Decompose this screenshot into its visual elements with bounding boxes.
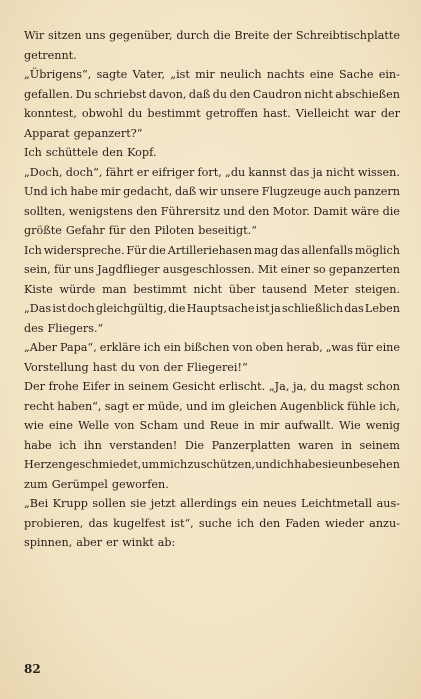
text-line: [24, 143, 400, 163]
word: mich: [159, 458, 188, 471]
word: gleichgültig,: [95, 302, 168, 315]
word: sagt: [104, 399, 129, 413]
word: nicht: [304, 87, 333, 101]
word: mag: [253, 243, 279, 257]
word: ich: [59, 438, 77, 452]
word: von: [139, 360, 160, 374]
word: wissen.: [357, 165, 400, 179]
word: der: [272, 29, 293, 42]
word: schon: [366, 380, 400, 393]
word: ich: [277, 458, 295, 471]
word: bestimmt: [147, 107, 201, 120]
word: neulich: [219, 68, 262, 81]
word: Flugzeuge: [261, 185, 322, 198]
word: du: [212, 87, 228, 101]
word: schüttele: [45, 146, 99, 159]
word: Welle: [78, 419, 110, 432]
word: frohe: [48, 380, 79, 393]
word: Vater,: [132, 68, 166, 81]
word: allenfalls: [301, 243, 353, 257]
word: Motor.: [272, 204, 310, 218]
word: Leben: [364, 302, 400, 315]
word: doch“,: [65, 165, 103, 179]
word: der: [380, 107, 400, 120]
word: daß: [188, 87, 211, 101]
word: von: [114, 419, 135, 432]
word: habe: [24, 438, 52, 452]
word: Wie: [339, 419, 361, 432]
word: Wir: [24, 29, 45, 42]
word: im: [211, 399, 226, 413]
word: die: [148, 243, 166, 257]
word: konntest,: [24, 107, 77, 120]
word: mir: [259, 419, 280, 432]
word: Fliegerei!“: [186, 360, 248, 374]
word: den: [259, 516, 281, 530]
word: haben“,: [57, 399, 102, 413]
word: schließlich: [281, 302, 344, 315]
word: Piloten: [154, 224, 195, 237]
word: seinem: [359, 438, 400, 452]
word: Kopf.: [127, 146, 157, 159]
text-line: [24, 416, 400, 436]
word: nicht: [193, 282, 223, 296]
word: Hauptsache: [186, 302, 255, 315]
text-line: [24, 46, 400, 66]
word: anzu-: [369, 516, 400, 530]
word: für: [356, 341, 374, 354]
word: war: [354, 107, 376, 120]
word: ist: [52, 302, 67, 315]
text-line: [24, 475, 400, 495]
page-text: [24, 26, 400, 553]
word: steigen.: [355, 282, 400, 296]
text-line: [24, 436, 400, 456]
word: gleichen: [228, 399, 277, 413]
word: wir: [199, 185, 218, 198]
text-line: [24, 358, 400, 378]
word: „du: [225, 165, 246, 179]
word: ich,: [379, 399, 400, 413]
word: winkt: [122, 536, 154, 549]
word: davon,: [148, 87, 187, 101]
word: panzern: [353, 185, 400, 198]
word: „ist: [170, 68, 190, 81]
word: und: [183, 419, 205, 432]
word: er: [106, 536, 119, 549]
word: fährt: [105, 165, 134, 179]
word: recht: [24, 399, 54, 413]
text-line: [24, 85, 400, 105]
word: oben: [255, 341, 284, 354]
word: abschießen: [335, 87, 400, 101]
word: ihn: [83, 438, 102, 452]
word: geworfen.: [111, 477, 169, 491]
word: ausgeschlossen.: [162, 263, 255, 276]
word: das: [280, 243, 300, 257]
word: einer: [280, 263, 310, 276]
word: in: [341, 438, 352, 452]
text-line: [24, 494, 400, 514]
word: Breite: [234, 29, 270, 42]
word: möglich: [354, 243, 400, 257]
word: Schreibtischplatte: [295, 29, 400, 42]
word: habe: [70, 185, 99, 198]
word: doch: [67, 302, 95, 315]
word: „was: [325, 341, 354, 354]
word: schriebst: [94, 87, 147, 101]
word: verstanden!: [109, 438, 178, 452]
word: Gerümpel: [51, 477, 108, 491]
word: so: [313, 263, 326, 276]
word: ja: [270, 302, 281, 315]
word: Vorstellung: [24, 360, 89, 374]
word: magst: [328, 380, 364, 393]
word: ein-: [378, 68, 400, 81]
text-line: [24, 221, 400, 241]
word: Damit: [313, 204, 348, 218]
word: des: [24, 321, 44, 335]
text-line: [24, 104, 400, 124]
word: erlischt.: [218, 380, 266, 393]
word: und: [255, 458, 277, 471]
word: und: [223, 204, 245, 218]
word: „Bei: [24, 497, 49, 510]
word: von: [232, 341, 253, 354]
word: größte: [24, 224, 62, 237]
word: würde: [59, 282, 96, 296]
word: Krupp: [52, 497, 88, 510]
word: seinem: [128, 380, 169, 393]
word: den: [136, 204, 158, 218]
word: mir: [100, 185, 121, 198]
word: eine: [309, 68, 334, 81]
word: ja: [312, 165, 323, 179]
word: sagte: [96, 68, 128, 81]
word: Ich: [24, 243, 42, 257]
word: wieder: [325, 516, 365, 530]
word: auch: [323, 185, 352, 198]
word: das: [289, 165, 310, 179]
word: die: [168, 302, 186, 315]
word: Vielleicht: [295, 107, 350, 120]
word: mir: [195, 68, 215, 81]
word: hast.: [262, 107, 291, 120]
text-line: [24, 455, 400, 475]
word: fühle: [347, 399, 376, 413]
word: in: [113, 380, 125, 393]
word: müde,: [147, 399, 183, 413]
word: sitzen: [47, 29, 82, 42]
word: Eifer: [82, 380, 111, 393]
word: der: [163, 360, 183, 374]
word: Papa“,: [59, 341, 97, 354]
word: Und: [24, 185, 48, 198]
word: den: [229, 87, 251, 101]
word: für: [53, 263, 71, 276]
word: eine: [48, 419, 73, 432]
word: Artilleriehasen: [167, 243, 253, 257]
word: gepanzert?“: [73, 126, 143, 140]
word: fort,: [197, 165, 222, 179]
text-line: [24, 397, 400, 417]
text-line: [24, 533, 400, 553]
word: beseitigt.“: [198, 224, 257, 237]
text-line: [24, 338, 400, 358]
word: Meter: [313, 282, 349, 296]
word: unbesehen: [338, 458, 400, 471]
word: aufwallt.: [284, 419, 335, 432]
word: zu: [187, 458, 201, 471]
word: ich: [143, 341, 161, 354]
text-line: [24, 163, 400, 183]
word: gedacht,: [123, 185, 173, 198]
text-line: [24, 65, 400, 85]
word: sein,: [24, 263, 51, 276]
word: ab:: [157, 536, 176, 549]
word: obwohl: [81, 107, 123, 120]
word: und: [186, 399, 208, 413]
word: neues: [263, 497, 297, 510]
word: eine: [375, 341, 400, 354]
text-line: [24, 26, 400, 46]
text-line: [24, 514, 400, 534]
text-line: [24, 260, 400, 280]
word: erkläre: [99, 341, 141, 354]
word: „Ja,: [268, 380, 290, 393]
word: sollten,: [24, 204, 66, 218]
text-line: [24, 202, 400, 222]
word: Herzen: [24, 458, 66, 471]
word: Ich: [24, 146, 42, 159]
word: die: [213, 29, 231, 42]
word: Reue: [209, 419, 239, 432]
word: zum: [24, 477, 48, 491]
word: bestimmt: [133, 282, 187, 296]
word: hast: [92, 360, 117, 374]
word: ist: [255, 302, 270, 315]
text-line: [24, 280, 400, 300]
word: ist“,: [170, 516, 194, 530]
word: Gefahr: [65, 224, 105, 237]
word: du: [127, 107, 143, 120]
word: habe: [294, 458, 322, 471]
word: Sache: [339, 68, 374, 81]
word: getroffen: [205, 107, 258, 120]
word: tausend: [261, 282, 308, 296]
word: Faden: [285, 516, 321, 530]
word: uns: [73, 263, 95, 276]
word: Scham: [139, 419, 179, 432]
word: man: [102, 282, 127, 296]
word: er: [132, 399, 145, 413]
word: über: [228, 282, 256, 296]
word: geschmiedet,: [65, 458, 142, 471]
word: uns: [85, 29, 106, 42]
word: gefallen.: [24, 87, 74, 101]
word: kugelfest: [113, 516, 166, 530]
word: spinnen,: [24, 536, 73, 549]
word: Führersitz: [160, 204, 220, 218]
word: ja,: [293, 380, 307, 393]
word: „Doch,: [24, 165, 63, 179]
word: das: [344, 302, 364, 315]
word: sie: [322, 458, 339, 471]
word: aber: [76, 536, 103, 549]
word: Gesicht: [172, 380, 216, 393]
word: den: [102, 146, 124, 159]
word: Die: [184, 438, 205, 452]
word: Apparat: [24, 126, 70, 140]
word: sollen: [92, 497, 126, 510]
word: gepanzerten: [328, 263, 400, 276]
word: schützen,: [200, 458, 255, 471]
word: allerdings: [180, 497, 237, 510]
word: widerspreche.: [43, 243, 125, 257]
word: ein: [163, 341, 182, 354]
word: Panzerplatten: [211, 438, 291, 452]
word: wenig: [365, 419, 400, 432]
word: den: [248, 204, 270, 218]
word: Für: [126, 243, 147, 257]
word: wenigstens: [68, 204, 133, 218]
word: unsere: [220, 185, 260, 198]
word: nicht: [325, 165, 355, 179]
word: Caudron: [252, 87, 302, 101]
word: du: [310, 380, 325, 393]
word: suche: [198, 516, 232, 530]
word: eifriger: [151, 165, 195, 179]
word: getrennt.: [24, 48, 77, 62]
word: für: [108, 224, 126, 237]
word: Mit: [257, 263, 278, 276]
word: in: [243, 419, 255, 432]
word: ich: [237, 516, 255, 530]
word: Leichtmetall: [300, 497, 373, 510]
word: sie: [130, 497, 147, 510]
word: „Übrigens“,: [24, 68, 92, 81]
word: nachts: [266, 68, 305, 81]
word: bißchen: [183, 341, 230, 354]
text-line: [24, 319, 400, 339]
word: herab,: [286, 341, 323, 354]
word: Fliegers.“: [47, 321, 104, 335]
word: das: [88, 516, 109, 530]
word: jetzt: [150, 497, 176, 510]
word: „Das: [24, 302, 52, 315]
word: aus-: [376, 497, 400, 510]
word: du: [120, 360, 136, 374]
word: ich: [50, 185, 68, 198]
word: Augenblick: [280, 399, 344, 413]
text-line: [24, 241, 400, 261]
word: gegenüber,: [109, 29, 173, 42]
word: um: [141, 458, 160, 471]
word: durch: [176, 29, 210, 42]
word: waren: [298, 438, 334, 452]
word: Der: [24, 380, 45, 393]
text-line: [24, 299, 400, 319]
text-line: [24, 182, 400, 202]
word: kannst: [248, 165, 287, 179]
word: Du: [75, 87, 92, 101]
word: wie: [24, 419, 44, 432]
word: den: [129, 224, 151, 237]
page-number: 82: [24, 662, 41, 676]
text-line: [24, 377, 400, 397]
word: Kiste: [24, 282, 53, 296]
word: probieren,: [24, 516, 84, 530]
word: wäre: [350, 204, 380, 218]
word: er: [136, 165, 149, 179]
word: die: [382, 204, 400, 218]
word: daß: [174, 185, 197, 198]
text-line: [24, 124, 400, 144]
word: ein: [241, 497, 259, 510]
word: „Aber: [24, 341, 58, 354]
word: Jagdflieger: [97, 263, 160, 276]
